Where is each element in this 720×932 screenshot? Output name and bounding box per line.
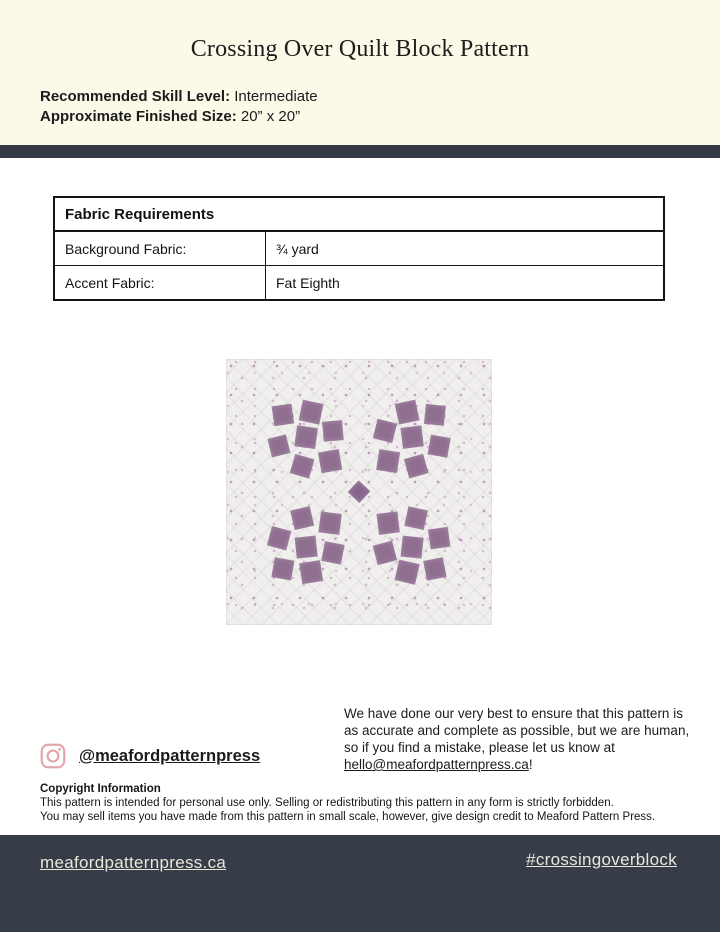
quilt-accent-square	[290, 506, 314, 530]
quilt-accent-square	[318, 449, 342, 473]
quilt-accent-square	[394, 560, 419, 585]
quilt-accent-square	[373, 541, 398, 566]
note-line: as accurate and complete as possible, but we are human,	[344, 723, 690, 738]
quilt-accent-square	[423, 557, 447, 581]
quilt-accent-square	[376, 512, 399, 535]
note-line: We have done our very best to ensure that this pattern is	[344, 706, 683, 721]
fabric-requirements-table	[53, 196, 665, 301]
copyright-title: Copyright Information	[40, 783, 161, 795]
instagram-handle-link[interactable]: @meafordpatternpress	[79, 746, 261, 765]
accuracy-note	[344, 705, 689, 773]
quilt-accent-square	[376, 449, 400, 473]
quilt-accent-square	[373, 419, 397, 443]
page-footer-bar	[0, 835, 720, 932]
quilt-accent-square	[267, 526, 291, 550]
quilt-accent-square	[321, 541, 345, 565]
note-suffix: !	[528, 757, 533, 772]
quilt-accent-square	[294, 425, 317, 448]
fabric-row-label: Accent Fabric:	[55, 266, 266, 299]
page-title: Crossing Over Quilt Block Pattern	[190, 36, 530, 62]
quilt-accent-square	[400, 425, 423, 448]
page-header	[0, 0, 720, 145]
fabric-row-label: Background Fabric:	[55, 232, 266, 265]
quilt-accent-square	[272, 404, 295, 427]
finished-size-value: 20” x 20”	[236, 107, 301, 125]
copyright-section	[40, 783, 655, 824]
quilt-accent-square	[395, 400, 420, 425]
table-row	[55, 232, 663, 265]
copyright-line: You may sell items you have made from this pattern in small scale, however, give design credit to Meaford Pattern Press.	[40, 810, 656, 823]
note-line: so if you find a mistake, please let us know at	[344, 740, 615, 755]
header-divider-bar	[0, 145, 720, 158]
skill-level-line	[40, 87, 318, 107]
pattern-info	[40, 87, 318, 126]
quilt-accent-square	[318, 512, 341, 535]
hashtag-link[interactable]: #crossingoverblock	[526, 850, 677, 869]
table-row	[55, 265, 663, 299]
fabric-row-value: Fat Eighth	[276, 274, 340, 291]
quilt-accent-square	[424, 404, 446, 426]
quilt-accent-square	[271, 557, 294, 580]
quilt-accent-square	[267, 434, 290, 457]
quilt-accent-square	[322, 420, 344, 442]
finished-size-line	[40, 107, 318, 127]
website-link[interactable]: meafordpatternpress.ca	[40, 853, 227, 872]
skill-level-value: Intermediate	[230, 88, 318, 105]
copyright-line: This pattern is intended for personal use only. Selling or redistributing this pattern in any form is strictly forbidden.	[40, 797, 614, 809]
quilt-accent-square	[299, 400, 324, 425]
fabric-table-header: Fabric Requirements	[55, 198, 663, 232]
quilt-accent-square	[290, 454, 314, 478]
quilt-accent-square	[428, 527, 450, 549]
quilt-accent-square	[404, 506, 427, 529]
contact-email-link[interactable]: hello@meafordpatternpress.ca	[344, 757, 529, 772]
quilt-center-square	[347, 480, 370, 503]
instagram-row	[40, 743, 260, 769]
quilt-accent-square	[404, 454, 428, 478]
skill-level-label: Recommended Skill Level:	[40, 88, 231, 105]
quilt-accent-square	[299, 560, 323, 584]
quilt-block-photo	[226, 359, 492, 625]
note-line	[344, 756, 689, 773]
quilt-accent-square	[428, 435, 451, 458]
quilt-accent-square	[295, 536, 318, 559]
instagram-icon[interactable]	[40, 743, 66, 769]
fabric-row-value: ¾ yard	[276, 240, 319, 257]
quilt-accent-square	[401, 536, 424, 559]
finished-size-label: Approximate Finished Size:	[40, 107, 237, 125]
